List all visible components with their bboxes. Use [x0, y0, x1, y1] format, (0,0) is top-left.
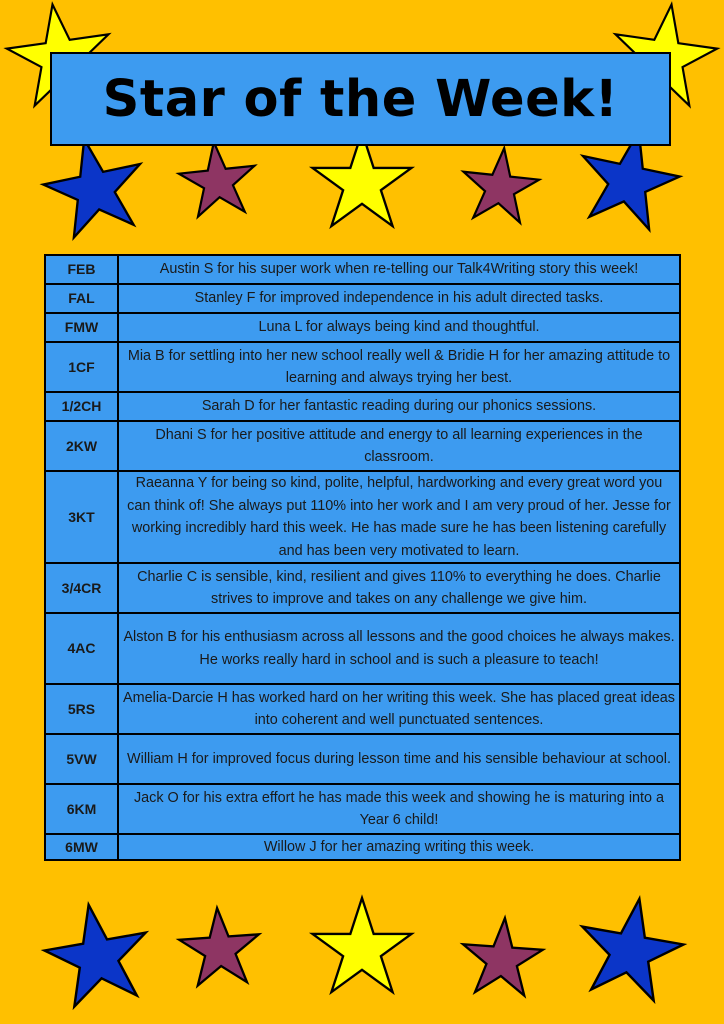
award-row — [45, 392, 680, 421]
award-text: Stanley F for improved independence in his adult directed tasks. — [118, 284, 680, 313]
awards-table — [44, 254, 681, 861]
award-row — [45, 784, 680, 834]
award-text: Charlie C is sensible, kind, resilient and gives 110% to everything he does. Charlie strives to improve and takes on any challenge we give him. — [118, 563, 680, 613]
award-row — [45, 284, 680, 313]
class-name: 5RS — [45, 684, 118, 734]
award-text: Austin S for his super work when re-telling our Talk4Writing story this week! — [118, 255, 680, 284]
class-name: FMW — [45, 313, 118, 342]
award-text: Raeanna Y for being so kind, polite, helpful, hardworking and every great word you can think of! She always put 110% into her work and I am very proud of her. Jesse for working incredibly hard this week. He has made sure he has been listening carefully and has been very motivated to learn. — [118, 471, 680, 563]
award-text: Dhani S for her positive attitude and energy to all learning experiences in the classroom. — [118, 421, 680, 471]
award-row — [45, 613, 680, 684]
class-name: FAL — [45, 284, 118, 313]
star-icon — [572, 890, 690, 1004]
title-banner — [50, 52, 671, 146]
star-icon — [313, 132, 412, 226]
class-name: 4AC — [45, 613, 118, 684]
award-text: William H for improved focus during lesson time and his sensible behaviour at school. — [118, 734, 680, 784]
award-text: Luna L for always being kind and thoughtful. — [118, 313, 680, 342]
award-text: Sarah D for her fantastic reading during our phonics sessions. — [118, 392, 680, 421]
award-row — [45, 313, 680, 342]
class-name: 6MW — [45, 834, 118, 860]
award-row — [45, 563, 680, 613]
star-icon — [460, 915, 545, 996]
class-name: 1CF — [45, 342, 118, 392]
award-row — [45, 734, 680, 784]
star-icon — [176, 138, 259, 218]
award-text: Amelia-Darcie H has worked hard on her writing this week. She has placed great ideas into coherent and well punctuated sentences. — [118, 684, 680, 734]
award-text: Alston B for his enthusiasm across all lessons and the good choices he always makes. He works really hard in school and is such a pleasure to teach! — [118, 613, 680, 684]
star-icon — [313, 898, 412, 992]
class-name: 2KW — [45, 421, 118, 471]
award-text: Mia B for settling into her new school really well & Bridie H for her amazing attitude to learning and always trying her best. — [118, 342, 680, 392]
page-title: Star of the Week! — [102, 69, 619, 129]
award-text: Jack O for his extra effort he has made this week and showing he is maturing into a Year 6 child! — [118, 784, 680, 834]
class-name: 3/4CR — [45, 563, 118, 613]
award-row — [45, 342, 680, 392]
class-name: 5VW — [45, 734, 118, 784]
class-name: 6KM — [45, 784, 118, 834]
class-name: 1/2CH — [45, 392, 118, 421]
award-row — [45, 255, 680, 284]
award-row — [45, 834, 680, 860]
award-row — [45, 421, 680, 471]
class-name: 3KT — [45, 471, 118, 563]
star-icon — [459, 144, 542, 224]
award-text: Willow J for her amazing writing this week. — [118, 834, 680, 860]
star-icon — [38, 896, 156, 1010]
award-row — [45, 684, 680, 734]
star-icon — [177, 905, 262, 986]
award-row — [45, 471, 680, 563]
class-name: FEB — [45, 255, 118, 284]
